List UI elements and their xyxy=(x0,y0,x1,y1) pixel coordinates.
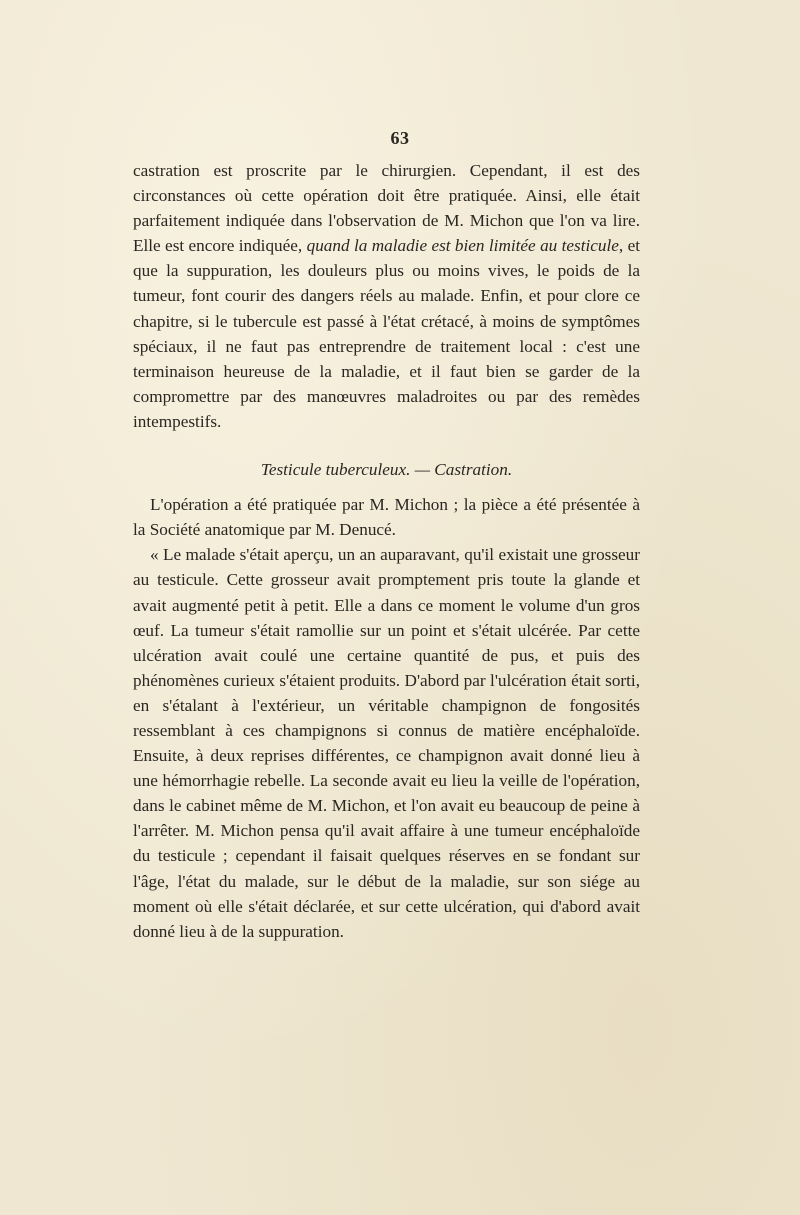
paragraph-1-text-b: , et que la suppuration, les douleurs plus ou moins vives, le poids de la tumeur, font courir des dangers réels au malade. Enfin, et pour clore ce chapitre, si le tubercule est passé à l'état crétacé, à moins de symptômes spéciaux, il ne faut pas entreprendre de traitement local : c'est une terminaison heureuse de la maladie, et il faut bien se garder de la compromettre par des manœuvres maladroites ou par des remèdes intempestifs. xyxy=(133,236,640,431)
paragraph-1 xyxy=(133,158,640,434)
body-text xyxy=(133,158,640,944)
page-number: 63 xyxy=(390,128,410,148)
paragraph-1-emphasis: quand la maladie est bien limitée au testicule xyxy=(306,236,619,256)
paragraph-1-text-a: castration est proscrite par le chirurgien. Cependant, il est des circonstances où cette opération doit être pratiquée. Ainsi, elle était parfaitement indiquée dans l'observation de M. Michon que l'on va lire. Elle est encore indiquée, xyxy=(133,161,640,256)
paragraph-3: « Le malade s'était aperçu, un an auparavant, qu'il existait une grosseur au testicule. Cette grosseur avait promptement pris toute la glande et avait augmenté petit à petit. Elle a dans ce moment le volume d'un gros œuf. La tumeur s'était ramollie sur un point et s'était ulcérée. Par cette ulcération avait coulé une certaine quantité de pus, et puis des phénomènes curieux s'étaient produits. D'abord par l'ulcération était sorti, en s'étalant à l'extérieur, un véritable champignon de fongosités ressemblant à ces champignons si connus de matière encéphaloïde. Ensuite, à deux reprises différentes, ce champignon avait donné lieu à une hémorrhagie rebelle. La seconde avait eu lieu la veille de l'opération, dans le cabinet même de M. Michon, et l'on avait eu beaucoup de peine à l'arrêter. M. Michon pensa qu'il avait affaire à une tumeur encéphaloïde du testicule ; cependant il faisait quelques réserves en se fondant sur l'âge, l'état du malade, sur le début de la maladie, sur son siége au moment où elle s'était déclarée, et sur cette ulcération, qui d'abord avait donné lieu à de la suppuration. xyxy=(133,545,640,941)
paragraph-2: L'opération a été pratiquée par M. Michon ; la pièce a été présentée à la Société anatomique par M. Denucé. xyxy=(133,495,640,540)
section-heading: Testicule tuberculeux. — Castration. xyxy=(260,460,513,480)
